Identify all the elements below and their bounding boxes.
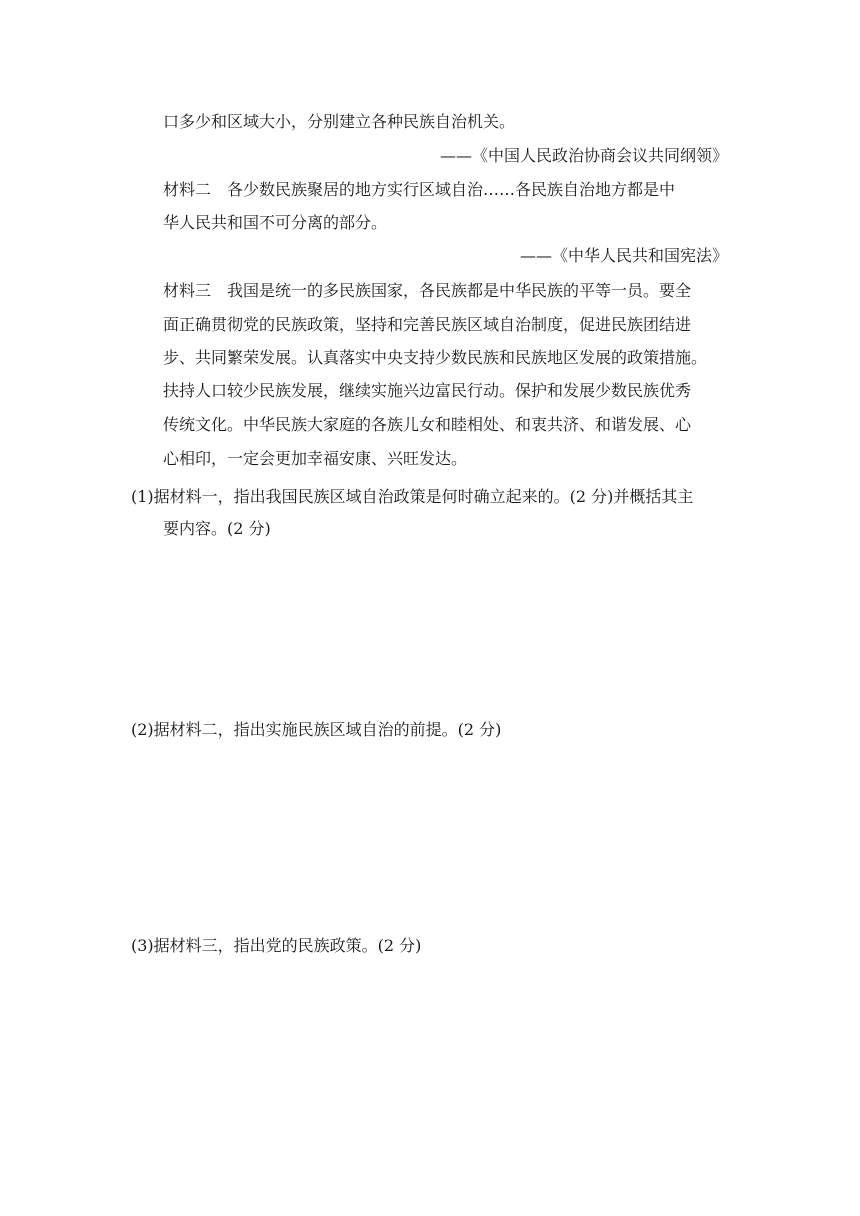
material-two-line-2: 华人民共和国不可分离的部分。: [163, 213, 388, 232]
material-three-line-5: 传统文化。中华民族大家庭的各族儿女和睦相处、和衷共济、和谐发展、心: [163, 415, 692, 434]
question-2: (2)据材料二，指出实施民族区域自治的前提。(2 分): [131, 720, 502, 739]
material-three-label: 材料三: [163, 281, 212, 300]
question-3: (3)据材料三，指出党的民族政策。(2 分): [131, 936, 422, 955]
question-1-line-2: 要内容。(2 分): [163, 519, 271, 538]
material-one-text: 口多少和区域大小，分别建立各种民族自治机关。: [163, 112, 516, 131]
material-three-line-4: 扶持人口较少民族发展，继续实施兴边富民行动。保护和发展少数民族优秀: [163, 381, 692, 400]
material-three-line-6: 心相印，一定会更加幸福安康、兴旺发达。: [163, 449, 468, 468]
material-three-line-3: 步、共同繁荣发展。认真落实中央支持少数民族和民族地区发展的政策措施。: [163, 348, 708, 367]
material-two-label: 材料二: [163, 180, 212, 199]
material-two-text-1: 各少数民族聚居的地方实行区域自治……各民族自治地方都是中: [227, 180, 676, 199]
material-three-line-2: 面正确贯彻党的民族政策，坚持和完善民族区域自治制度，促进民族团结进: [163, 315, 692, 334]
material-one-source: ——《中国人民政治协商会议共同纲领》: [439, 146, 728, 165]
material-three-line-1: [163, 280, 691, 302]
question-1-line-1: (1)据材料一，指出我国民族区域自治政策是何时确立起来的。(2 分)并概括其主: [131, 487, 694, 506]
material-two-line-1: [163, 179, 675, 201]
material-two-source: ——《中华人民共和国宪法》: [519, 246, 728, 265]
material-three-text-1: 我国是统一的多民族国家，各民族都是中华民族的平等一员。要全: [227, 281, 692, 300]
